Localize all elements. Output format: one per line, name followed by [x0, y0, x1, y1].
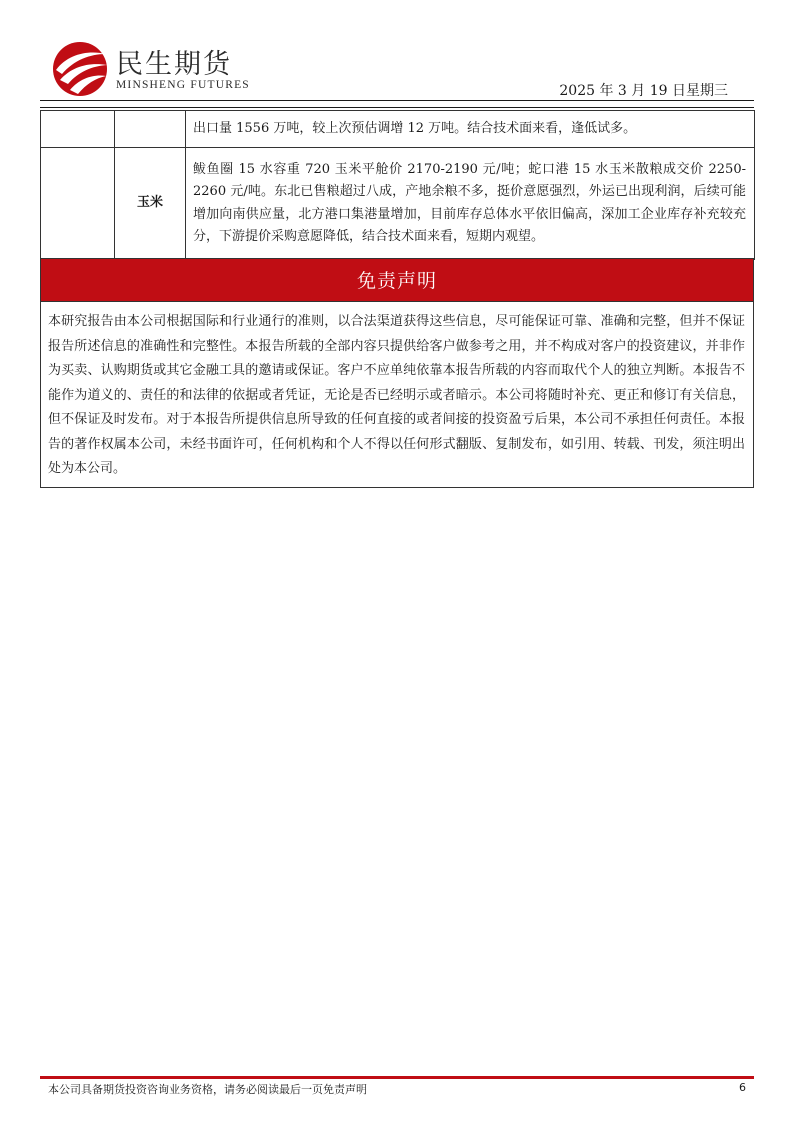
table-row: [41, 148, 755, 260]
footer-divider: [40, 1076, 754, 1079]
commodity-table: [40, 110, 755, 260]
table-row: [41, 111, 755, 148]
table-cell-text: [186, 148, 755, 260]
footer-notice: 本公司具备期货投资咨询业务资格，请务必阅读最后一页免责声明: [48, 1083, 367, 1096]
brand-name-en: MINSHENG FUTURES: [116, 79, 250, 91]
row-text: 鲅鱼圈 15 水容重 720 玉米平舱价 2170-2190 元/吨；蛇口港 15 水玉米散粮成交价 2250-2260 元/吨。东北已售粮超过八成，产地余粮不多，挺价意愿强烈，外运已出现利润，后续可能增加向南供应量，北方港口集港量增加，目前库存总体水平依旧偏高，深加工企业库存补充较充分，下游提价采购意愿降低，结合技术面来看，短期内观望。: [193, 161, 746, 244]
table-cell-text: [186, 111, 755, 148]
table-cell-empty: [41, 148, 115, 260]
header-divider: [40, 100, 754, 108]
report-date: 2025 年 3 月 19 日星期三: [559, 83, 728, 99]
disclaimer-body: 本研究报告由本公司根据国际和行业通行的准则，以合法渠道获得这些信息，尽可能保证可靠、准确和完整，但并不保证报告所述信息的准确性和完整性。本报告所载的全部内容只提供给客户做参考之用，并不构成对客户的投资建议，并非作为买卖、认购期货或其它金融工具的邀请或保证。客户不应单纯依靠本报告所载的内容而取代个人的独立判断。本报告不能作为道义的、责任的和法律的依据或者凭证，无论是否已经明示或者暗示。本公司将随时补充、更正和修订有关信息，但不保证及时发布。对于本报告所提供信息所导致的任何直接的或者间接的投资盈亏后果，本公司不承担任何责任。本报告的著作权属本公司，未经书面许可，任何机构和个人不得以任何形式翻版、复制发布，如引用、转载、刊发，须注明出处为本公司。: [40, 302, 754, 488]
page-header: [0, 0, 794, 100]
page-number: 6: [739, 1081, 746, 1094]
minsheng-logo-icon: [50, 40, 110, 98]
category-cell: [115, 111, 186, 148]
disclaimer-title: 免责声明: [40, 258, 754, 302]
brand-name-cn: 民生期货: [116, 49, 232, 80]
table-cell-empty: [41, 111, 115, 148]
category-cell-corn: 玉米: [115, 148, 186, 260]
row-text: 出口量 1556 万吨，较上次预估调增 12 万吨。结合技术面来看，逢低试多。: [193, 120, 637, 136]
